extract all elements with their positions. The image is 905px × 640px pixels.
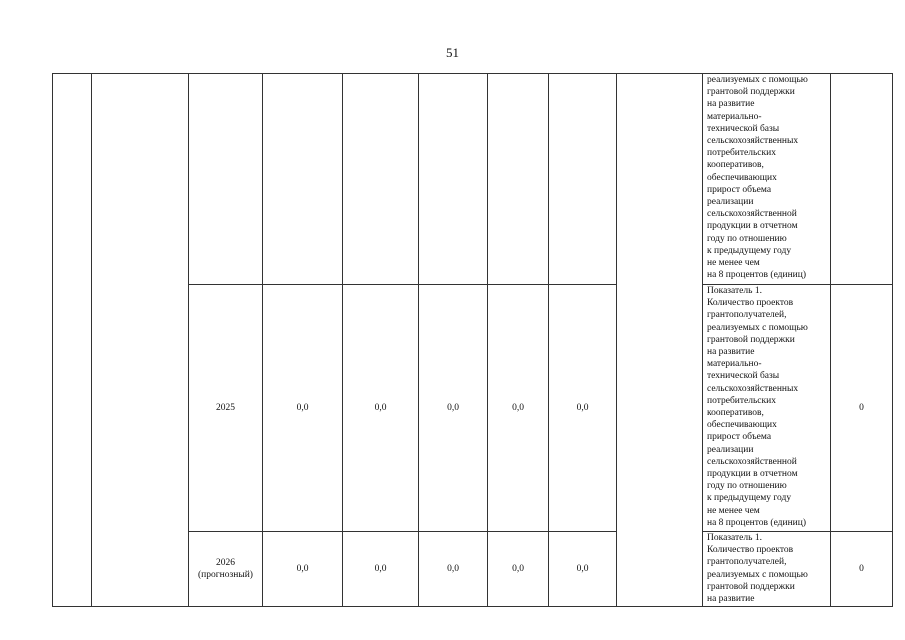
indicator-cell: Показатель 1. Количество проектов грантополучателей, реализуемых с помощью грантовой поддержки на развитие <box>703 532 831 607</box>
value-cell <box>549 74 617 285</box>
year-label: 2026 <box>216 557 235 568</box>
value-cell: 0,0 <box>343 532 419 607</box>
value-cell: 0,0 <box>488 532 549 607</box>
page-number: 51 <box>446 45 459 60</box>
budget-table <box>52 73 893 607</box>
indicator-value-cell <box>831 74 893 285</box>
value-cell <box>488 74 549 285</box>
value-cell: 0,0 <box>549 285 617 532</box>
value-cell <box>343 74 419 285</box>
value-cell: 0,0 <box>549 532 617 607</box>
indicator-value-cell: 0 <box>831 532 893 607</box>
indicator-cell: Показатель 1. Количество проектов грантополучателей, реализуемых с помощью грантовой поддержки на развитие материально- технической базы сельскохозяйственных потребительских кооперативов, обеспечивающих прирост объема реализации сельскохозяйственной продукции в отчетном году по отношению к предыдущему году не менее чем на 8 процентов (единиц) <box>703 285 831 532</box>
value-cell <box>419 74 488 285</box>
number-cell <box>53 74 92 607</box>
year-cell <box>189 74 263 285</box>
value-cell: 0,0 <box>419 285 488 532</box>
executor-cell <box>617 74 703 607</box>
value-cell: 0,0 <box>343 285 419 532</box>
value-cell: 0,0 <box>263 285 343 532</box>
indicator-cell: реализуемых с помощью грантовой поддержки на развитие материально- технической базы сельскохозяйственных потребительских кооперативов, обеспечивающих прирост объема реализации сельскохозяйственной продукции в отчетном году по отношению к предыдущему году не менее чем на 8 процентов (единиц) <box>703 74 831 285</box>
value-cell <box>263 74 343 285</box>
year-cell: 2025 <box>189 285 263 532</box>
value-cell: 0,0 <box>263 532 343 607</box>
year-note: (прогнозный) <box>198 570 253 580</box>
table-row <box>53 74 893 285</box>
indicator-value-cell: 0 <box>831 285 893 532</box>
value-cell: 0,0 <box>419 532 488 607</box>
measure-name-cell <box>92 74 189 607</box>
value-cell: 0,0 <box>488 285 549 532</box>
year-cell <box>189 532 263 607</box>
